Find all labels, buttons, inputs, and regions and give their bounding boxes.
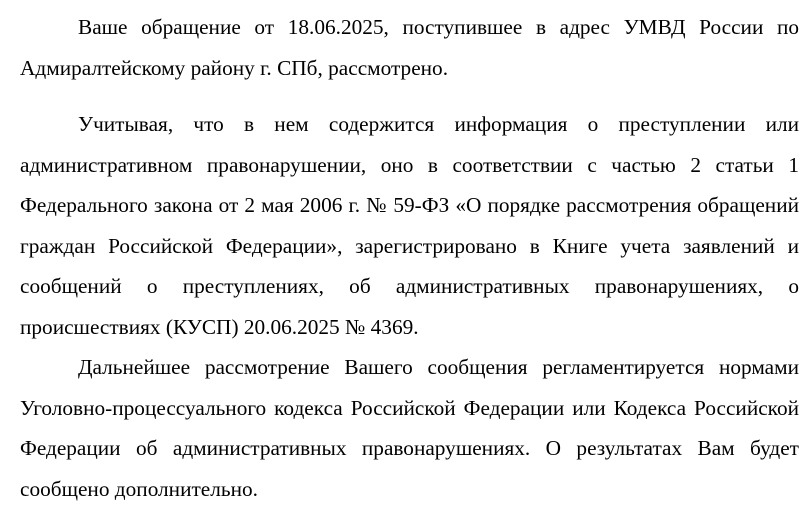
letter-body: [20, 7, 799, 509]
paragraph-registration-kusp: Учитывая, что в нем содержится информация о преступлении или административном правонарушении, оно в соответствии с частью 2 статьи 1 Федерального закона от 2 мая 2006 г. № 59-ФЗ «О порядке рассмотрения обращений граждан Российской Федерации», зарегистрировано в Книге учета заявлений и сообщений о преступлениях, об административных правонарушениях, о происшествиях (КУСП) 20.06.2025 № 4369.: [20, 112, 799, 339]
paragraph-further-review: Дальнейшее рассмотрение Вашего сообщения регламентируется нормами Уголовно-процессуального кодекса Российской Федерации или Кодекса Российской Федерации об административных правонарушениях. О результатах Вам будет сообщено дополнительно.: [20, 355, 799, 501]
paragraph-spacer: [20, 88, 799, 104]
paragraph-receipt-notice: Ваше обращение от 18.06.2025, поступившее в адрес УМВД России по Адмиралтейскому району г. СПб, рассмотрено.: [20, 15, 799, 80]
